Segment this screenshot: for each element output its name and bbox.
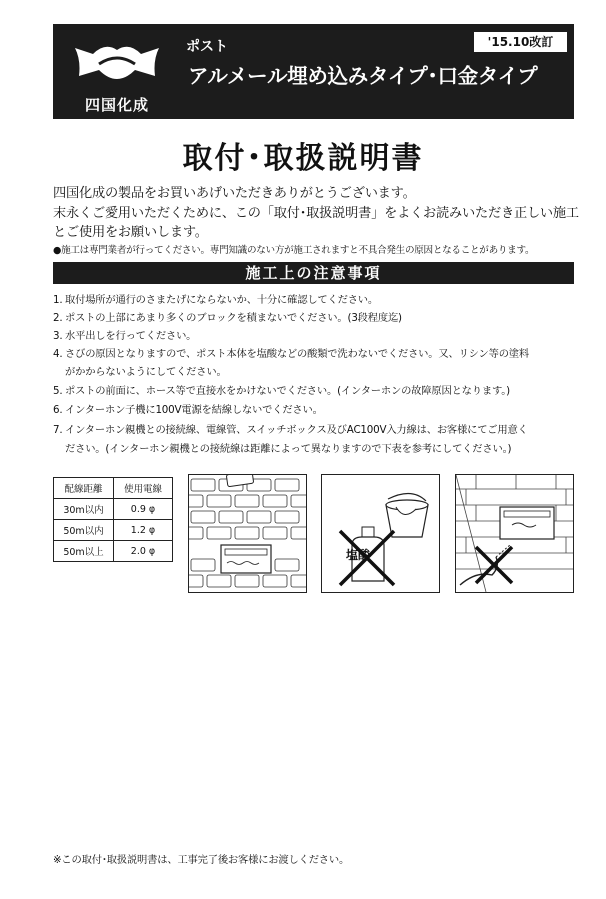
table-header-cell: 使用電線 xyxy=(114,478,173,499)
table-row xyxy=(54,520,173,541)
section-title: 施工上の注意事項 xyxy=(245,264,382,282)
table-cell: 50m以上 xyxy=(54,541,114,562)
company-logo xyxy=(69,30,165,112)
caution-item-continued: がかからないようにしてください。 xyxy=(65,366,227,378)
block-wall-icon xyxy=(189,475,306,592)
category-label: ポスト xyxy=(186,39,228,55)
intro-line-2: 末永くご愛用いただくために、この「取付･取扱説明書」をよくお読みいただき正しい施工 xyxy=(53,206,579,221)
table-header-row xyxy=(54,478,173,499)
no-water-illustration xyxy=(455,474,574,593)
acid-bottle-icon xyxy=(322,475,439,592)
caution-item: 5. ポストの前面に、ホース等で直接水をかけないでください。(インターホンの故障原因となります。) xyxy=(53,385,510,397)
product-title: アルメール埋め込みタイプ･口金タイプ xyxy=(188,64,538,88)
logo-text: 四国化成 xyxy=(84,96,149,114)
revision-badge: '15.10改訂 xyxy=(474,32,567,52)
table-cell: 1.2 φ xyxy=(114,520,173,541)
document-title: 取付･取扱説明書 xyxy=(182,141,424,176)
table-cell: 0.9 φ xyxy=(114,499,173,520)
caution-item: 7. インターホン親機との接続線、電線管、スイッチボックス及びAC100V入力線は、お客様にてご用意く xyxy=(53,424,528,436)
intro-line-3: とご使用をお願いします。 xyxy=(53,225,208,240)
footer-note: ※この取付･取扱説明書は、工事完了後お客様にお渡しください。 xyxy=(53,854,350,866)
section-header-bar xyxy=(53,262,574,284)
logo-emblem-icon xyxy=(69,30,165,94)
installer-note: ●施工は専門業者が行ってください。専門知識のない方が施工されますと不具合発生の原因となることがあります。 xyxy=(53,245,535,256)
block-wall-illustration xyxy=(188,474,307,593)
caution-item: 4. さびの原因となりますので、ポスト本体を塩酸などの酸類で洗わないでください。又、リシン等の塗料 xyxy=(53,348,529,360)
acid-label: 塩酸 xyxy=(346,548,371,562)
table-cell: 2.0 φ xyxy=(114,541,173,562)
caution-item: 1. 取付場所が通行のさまたげにならないか、十分に確認してください。 xyxy=(53,294,379,306)
caution-item: 3. 水平出しを行ってください。 xyxy=(53,330,197,342)
intro-line-1: 四国化成の製品をお買いあげいただきありがとうございます。 xyxy=(53,186,416,201)
table-header-cell: 配線距離 xyxy=(54,478,114,499)
no-acid-illustration xyxy=(321,474,440,593)
caution-item: 6. インターホン子機に100V電源を結線しないでください。 xyxy=(53,404,323,416)
hose-spray-icon xyxy=(456,475,573,592)
caution-item-continued: ださい。(インターホン親機との接続線は距離によって異なりますので下表を参考にしてください。) xyxy=(65,443,512,455)
caution-item: 2. ポストの上部にあまり多くのブロックを積まないでください。(3段程度迄) xyxy=(53,312,402,324)
header-band xyxy=(53,24,574,119)
table-cell: 30m以内 xyxy=(54,499,114,520)
table-row xyxy=(54,499,173,520)
table-row xyxy=(54,541,173,562)
wiring-table xyxy=(53,477,173,562)
table-cell: 50m以内 xyxy=(54,520,114,541)
